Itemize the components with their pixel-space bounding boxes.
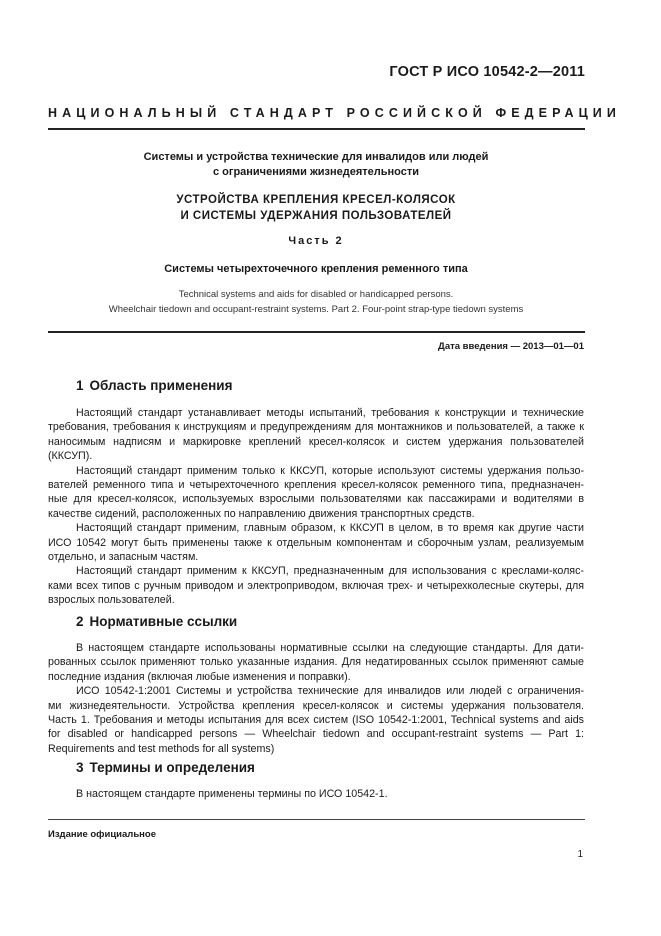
- introduction-date: Дата введения — 2013—01—01: [438, 341, 584, 352]
- text-line: Часть 1. Требования и методы испытания для всех систем (ISO 10542-1:2001, Technical systems and aids: [48, 714, 584, 726]
- text-line: ИСО 10542-1:2001 Системы и устройства технические для инвалидов или людей с ограничения-: [76, 685, 584, 698]
- text-line: ИСО 10542 могут быть применены также к отдельным компонентам и сборочным узлам, реализуемым: [48, 536, 584, 549]
- section-number: 3: [76, 760, 84, 775]
- text-line: ками всех типов с ручным приводом и электроприводом, включая трех- и четырехколесные скутеры, для: [48, 579, 584, 592]
- text-line: Настоящий стандарт применим, главным образом, к ККСУП в целом, в то время как другие части: [76, 522, 584, 535]
- section-1-paragraph-1: [48, 406, 584, 464]
- page-number: 1: [577, 849, 583, 860]
- text-line: ми жизнедеятельности. Устройства крепления кресел-колясок и системы удержания пользователя.: [48, 699, 584, 712]
- header-divider: [48, 128, 585, 130]
- section-1-paragraph-3: [48, 521, 584, 564]
- english-title: [48, 287, 584, 317]
- text-line: (ККСУП).: [48, 450, 93, 463]
- section-1-paragraph-2: [48, 464, 584, 522]
- text-line: В настоящем стандарте использованы нормативные ссылки на следующие стандарты. Для дати-: [76, 642, 584, 654]
- text-line: отдельно, и запасным частям.: [48, 551, 199, 563]
- text-line: ные для кресел-колясок, используемых взрослыми пользователями как пассажирами и водителями в: [48, 493, 584, 506]
- section-number: 2: [76, 614, 84, 629]
- section-1-paragraph-4: [48, 564, 584, 607]
- text-line: последние издания (включая любые изменения и поправки).: [48, 670, 351, 683]
- main-title: [48, 192, 584, 224]
- section-3-heading: [76, 760, 255, 775]
- text-line: рованных ссылок применяют только указанные издания. Для недатированных ссылок применяют самые: [48, 656, 584, 669]
- english-title-line-1: Technical systems and aids for disabled or handicapped persons.: [178, 289, 454, 300]
- national-standard-heading: НАЦИОНАЛЬНЫЙ СТАНДАРТ РОССИЙСКОЙ ФЕДЕРАЦИИ: [48, 106, 621, 120]
- text-line: for disabled or handicapped persons — Wheelchair tiedown and occupant-restraint systems — Part 1:: [48, 728, 584, 741]
- edition-label: Издание официальное: [48, 829, 156, 840]
- text-line: Requirements and test methods for all systems): [48, 742, 275, 755]
- title-divider: [48, 331, 585, 333]
- text-line: Настоящий стандарт применим только к ККСУП, которые используют системы удержания пользо-: [76, 464, 584, 477]
- text-line: наносимым надписям и маркировке креплений кресел-колясок и систем удержания пользователей: [48, 435, 584, 448]
- document-number: ГОСТ Р ИСО 10542-2—2011: [389, 64, 585, 80]
- main-title-line-1: УСТРОЙСТВА КРЕПЛЕНИЯ КРЕСЕЛ-КОЛЯСОК: [176, 194, 456, 206]
- section-title: Термины и определения: [89, 760, 255, 775]
- section-title: Область применения: [89, 378, 233, 393]
- systems-title-line-1: Системы и устройства технические для инвалидов или людей: [143, 151, 489, 163]
- text-line: В настоящем стандарте применены термины по ИСО 10542-1.: [76, 788, 388, 800]
- section-2-heading: [76, 614, 237, 629]
- footer-divider: [48, 819, 585, 820]
- part-label: Часть 2: [288, 235, 344, 247]
- section-title: Нормативные ссылки: [89, 614, 238, 629]
- part-subtitle: Системы четырехточечного крепления ременного типа: [164, 263, 468, 275]
- text-line: требования, требования к инструкциям и предупреждениям для монтажников и пользователей, а также к: [48, 421, 584, 434]
- section-1-heading: [76, 378, 232, 393]
- section-3-paragraph-1: [48, 787, 584, 801]
- text-line: Настоящий стандарт применим к ККСУП, предназначенным для использования с креслами-коляс-: [76, 565, 584, 578]
- section-2-paragraph-2: [48, 684, 584, 756]
- systems-title-line-2: с ограничениями жизнедеятельности: [212, 166, 420, 178]
- section-2-paragraph-1: [48, 641, 584, 684]
- text-line: взрослых пользователей.: [48, 594, 175, 607]
- text-line: Настоящий стандарт устанавливает методы испытаний, требования к конструкции и технические: [76, 407, 584, 419]
- main-title-line-2: И СИСТЕМЫ УДЕРЖАНИЯ ПОЛЬЗОВАТЕЛЕЙ: [180, 210, 452, 222]
- text-line: вателей ременного типа и четырехточечного крепления кресел-колясок ременного типа, предназначен-: [48, 479, 584, 491]
- systems-title: [48, 150, 584, 180]
- english-title-line-2: Wheelchair tiedown and occupant-restraint systems. Part 2. Four-point strap-type tiedown systems: [108, 304, 524, 315]
- text-line: качестве сидений, расположенных по направлению движения транспортных средств.: [48, 507, 475, 520]
- section-number: 1: [76, 378, 84, 393]
